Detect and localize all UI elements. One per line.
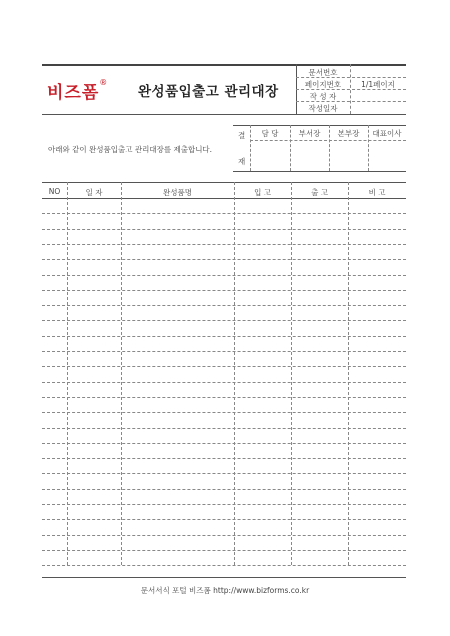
meta-label-author: 작 성 자 xyxy=(309,92,337,101)
table-row-line xyxy=(42,443,406,444)
table-row-line xyxy=(42,458,406,459)
table-column-divider xyxy=(121,182,122,565)
approval-header-line xyxy=(250,140,406,141)
table-row-line xyxy=(42,275,406,276)
table-row-line xyxy=(42,259,406,260)
column-header-no: NO xyxy=(48,187,61,196)
approval-head-division-head: 본부장 xyxy=(337,129,360,138)
table-column-divider xyxy=(234,182,235,565)
table-row-line xyxy=(42,351,406,352)
document-title: 완성품입출고 관리대장 xyxy=(138,84,279,100)
table-row-line xyxy=(42,336,406,337)
approval-bottom-border xyxy=(233,171,406,172)
footer-rule xyxy=(42,577,406,578)
registered-mark: ® xyxy=(99,78,108,87)
table-row-line xyxy=(42,366,406,367)
table-row-line xyxy=(42,229,406,230)
table-row-line xyxy=(42,550,406,551)
column-header-remarks: 비 고 xyxy=(368,188,386,197)
column-header-product: 완성품명 xyxy=(163,188,192,197)
table-row-line xyxy=(42,382,406,383)
table-column-divider xyxy=(291,182,292,565)
column-header-inbound: 입 고 xyxy=(254,188,271,197)
approval-head-ceo: 대표이사 xyxy=(372,129,402,138)
table-row-line xyxy=(42,504,406,505)
table-row-line xyxy=(42,535,406,536)
table-column-divider xyxy=(67,182,68,565)
table-header-bottom-border xyxy=(42,198,406,199)
table-column-divider xyxy=(348,182,349,565)
table-row-line xyxy=(42,428,406,429)
bizforms-logo xyxy=(47,78,127,103)
approval-side-label-top: 결 xyxy=(238,131,246,140)
meta-label-date: 작성일자 xyxy=(308,104,338,113)
footer-text: 문서서식 포털 비즈폼 http://www.bizforms.co.kr xyxy=(140,586,310,595)
table-row-line xyxy=(42,412,406,413)
table-row-line xyxy=(42,305,406,306)
logo-text: 비즈폼 xyxy=(47,83,100,103)
table-row-line xyxy=(42,473,406,474)
table-row-line xyxy=(42,397,406,398)
approval-head-manager: 담 당 xyxy=(261,129,279,138)
table-row-line xyxy=(42,565,406,566)
intro-text: 아래와 같이 완성품입출고 관리대장를 제출합니다. xyxy=(48,145,213,154)
table-top-border xyxy=(42,182,406,183)
table-row-line xyxy=(42,244,406,245)
approval-side-label-bottom: 재 xyxy=(238,157,246,166)
column-header-outbound: 출 고 xyxy=(311,188,328,197)
meta-label-doc-number: 문서번호 xyxy=(308,68,338,77)
column-header-date: 일 자 xyxy=(85,188,103,197)
table-row-line xyxy=(42,320,406,321)
table-row-line xyxy=(42,213,406,214)
meta-label-page-number: 페이지번호 xyxy=(304,80,342,89)
header-top-rule xyxy=(42,64,406,66)
approval-top-border xyxy=(233,125,406,126)
table-row-line xyxy=(42,290,406,291)
table-row-line xyxy=(42,489,406,490)
meta-value-page-number: 1/1페이지 xyxy=(361,80,395,89)
table-row-line xyxy=(42,519,406,520)
approval-head-dept-head: 부서장 xyxy=(298,129,321,138)
header-bottom-rule xyxy=(42,114,406,115)
